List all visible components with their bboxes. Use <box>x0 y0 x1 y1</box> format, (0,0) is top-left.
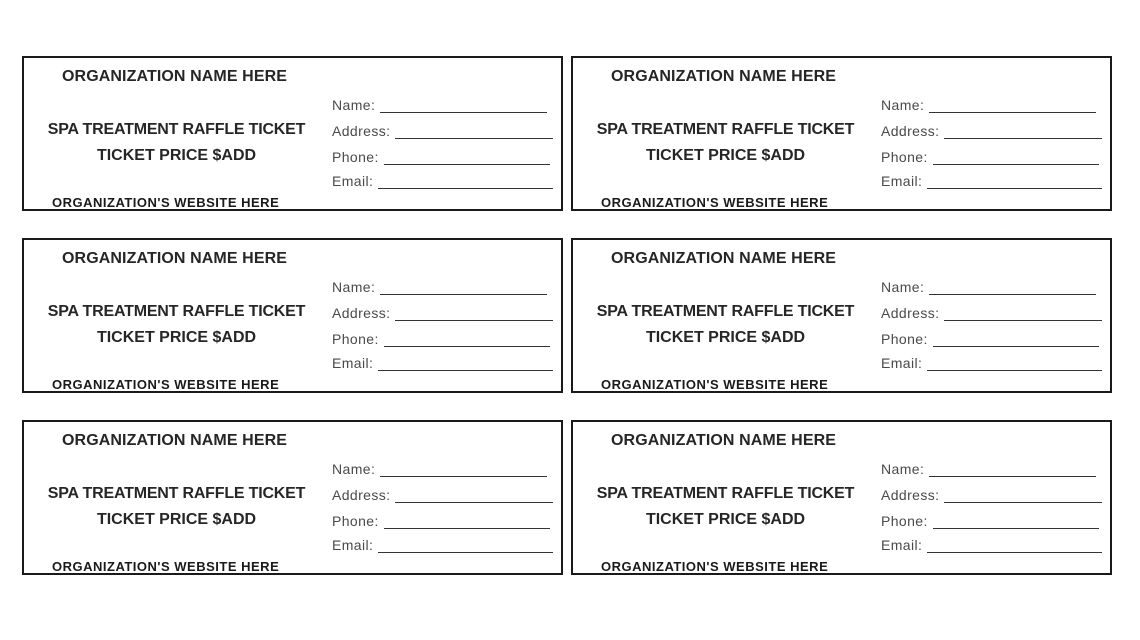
address-label: Address: <box>332 487 391 503</box>
address-field <box>881 303 1102 321</box>
email-blank-line <box>927 356 1102 371</box>
name-field <box>881 459 1096 477</box>
name-field <box>332 277 547 295</box>
phone-label: Phone: <box>881 513 928 529</box>
email-blank-line <box>927 538 1102 553</box>
organization-website: ORGANIZATION'S WEBSITE HERE <box>52 559 280 574</box>
phone-label: Phone: <box>332 513 379 529</box>
name-blank-line <box>380 98 547 113</box>
organization-website: ORGANIZATION'S WEBSITE HERE <box>601 377 829 392</box>
raffle-ticket <box>22 56 563 211</box>
ticket-title: SPA TREATMENT RAFFLE TICKET <box>47 303 306 320</box>
address-blank-line <box>944 124 1102 139</box>
address-label: Address: <box>332 305 391 321</box>
ticket-price: TICKET PRICE $ADD <box>645 511 806 528</box>
organization-website: ORGANIZATION'S WEBSITE HERE <box>601 195 829 210</box>
ticket-title: SPA TREATMENT RAFFLE TICKET <box>596 485 855 502</box>
organization-name: ORGANIZATION NAME HERE <box>62 432 288 449</box>
email-blank-line <box>378 174 553 189</box>
organization-website: ORGANIZATION'S WEBSITE HERE <box>52 377 280 392</box>
phone-field <box>881 511 1099 529</box>
email-blank-line <box>378 538 553 553</box>
email-field <box>881 353 1102 371</box>
address-blank-line <box>395 306 553 321</box>
raffle-ticket <box>22 238 563 393</box>
ticket-title: SPA TREATMENT RAFFLE TICKET <box>47 485 306 502</box>
email-label: Email: <box>881 355 923 371</box>
name-field <box>881 95 1096 113</box>
phone-blank-line <box>933 514 1099 529</box>
phone-blank-line <box>384 150 550 165</box>
phone-blank-line <box>384 514 550 529</box>
address-label: Address: <box>881 123 940 139</box>
address-label: Address: <box>881 305 940 321</box>
organization-name: ORGANIZATION NAME HERE <box>62 250 288 267</box>
phone-blank-line <box>933 332 1099 347</box>
address-blank-line <box>395 488 553 503</box>
phone-label: Phone: <box>881 331 928 347</box>
email-label: Email: <box>332 355 374 371</box>
ticket-title: SPA TREATMENT RAFFLE TICKET <box>596 121 855 138</box>
email-field <box>332 353 553 371</box>
email-blank-line <box>378 356 553 371</box>
ticket-price: TICKET PRICE $ADD <box>645 147 806 164</box>
phone-field <box>881 329 1099 347</box>
phone-label: Phone: <box>881 149 928 165</box>
email-field <box>881 171 1102 189</box>
organization-website: ORGANIZATION'S WEBSITE HERE <box>601 559 829 574</box>
name-blank-line <box>929 462 1096 477</box>
phone-blank-line <box>384 332 550 347</box>
organization-name: ORGANIZATION NAME HERE <box>62 68 288 85</box>
organization-name: ORGANIZATION NAME HERE <box>611 250 837 267</box>
phone-field <box>881 147 1099 165</box>
name-label: Name: <box>332 97 376 113</box>
phone-label: Phone: <box>332 149 379 165</box>
address-label: Address: <box>881 487 940 503</box>
name-blank-line <box>929 98 1096 113</box>
email-field <box>881 535 1102 553</box>
email-label: Email: <box>332 537 374 553</box>
name-blank-line <box>380 280 547 295</box>
ticket-price: TICKET PRICE $ADD <box>96 511 257 528</box>
name-field <box>332 95 547 113</box>
address-field <box>332 303 553 321</box>
address-blank-line <box>944 488 1102 503</box>
address-field <box>332 485 553 503</box>
raffle-ticket <box>571 420 1112 575</box>
raffle-ticket <box>22 420 563 575</box>
address-label: Address: <box>332 123 391 139</box>
address-blank-line <box>944 306 1102 321</box>
phone-field <box>332 329 550 347</box>
email-blank-line <box>927 174 1102 189</box>
name-label: Name: <box>881 97 925 113</box>
ticket-price: TICKET PRICE $ADD <box>96 147 257 164</box>
name-label: Name: <box>332 461 376 477</box>
raffle-ticket <box>571 56 1112 211</box>
ticket-price: TICKET PRICE $ADD <box>645 329 806 346</box>
name-blank-line <box>380 462 547 477</box>
phone-field <box>332 511 550 529</box>
ticket-title: SPA TREATMENT RAFFLE TICKET <box>47 121 306 138</box>
address-field <box>881 121 1102 139</box>
name-blank-line <box>929 280 1096 295</box>
address-field <box>332 121 553 139</box>
organization-website: ORGANIZATION'S WEBSITE HERE <box>52 195 280 210</box>
ticket-title: SPA TREATMENT RAFFLE TICKET <box>596 303 855 320</box>
raffle-ticket <box>571 238 1112 393</box>
phone-label: Phone: <box>332 331 379 347</box>
name-field <box>881 277 1096 295</box>
name-label: Name: <box>881 279 925 295</box>
organization-name: ORGANIZATION NAME HERE <box>611 432 837 449</box>
organization-name: ORGANIZATION NAME HERE <box>611 68 837 85</box>
name-field <box>332 459 547 477</box>
email-label: Email: <box>881 173 923 189</box>
ticket-price: TICKET PRICE $ADD <box>96 329 257 346</box>
name-label: Name: <box>881 461 925 477</box>
phone-blank-line <box>933 150 1099 165</box>
phone-field <box>332 147 550 165</box>
email-field <box>332 171 553 189</box>
name-label: Name: <box>332 279 376 295</box>
address-field <box>881 485 1102 503</box>
email-label: Email: <box>332 173 374 189</box>
email-field <box>332 535 553 553</box>
address-blank-line <box>395 124 553 139</box>
email-label: Email: <box>881 537 923 553</box>
